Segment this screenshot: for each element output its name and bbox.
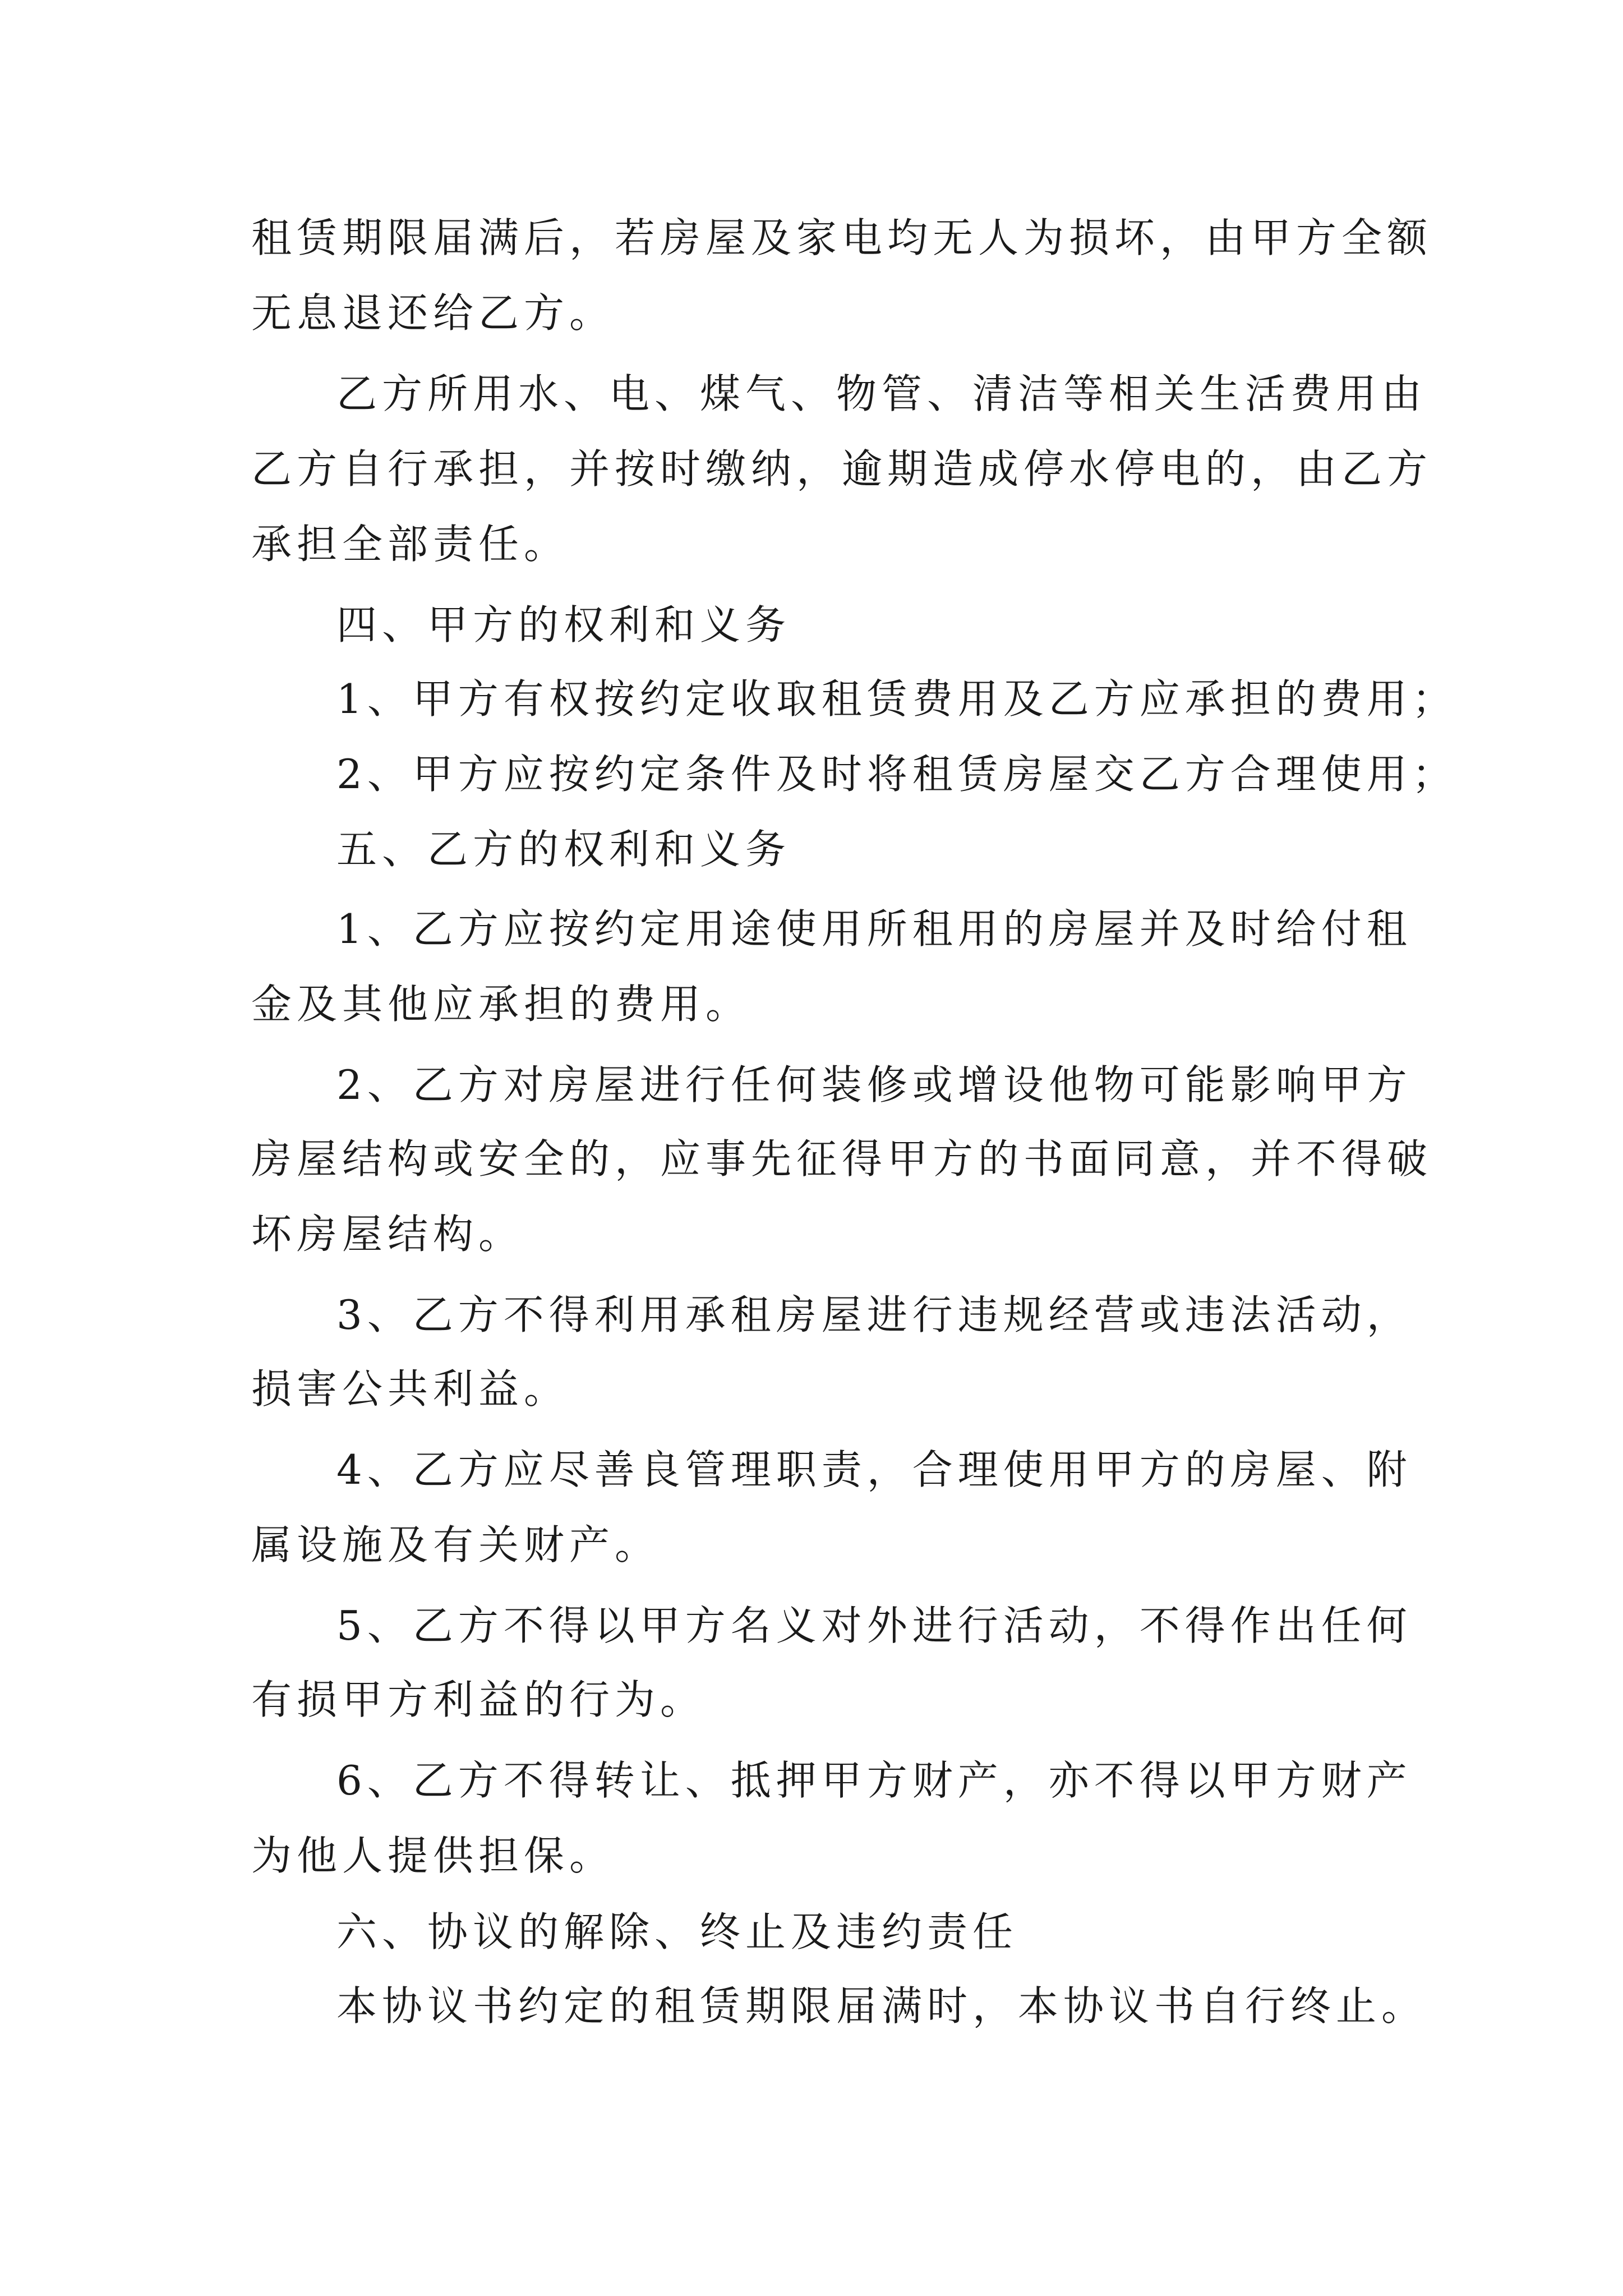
text-line: 房屋结构或安全的，应事先征得甲方的书面同意，并不得破 xyxy=(251,1135,1433,1182)
text-line: 无息退还给乙方。 xyxy=(251,289,615,337)
text-line: 坏房屋结构。 xyxy=(251,1211,524,1258)
text-line: 损害公共利益。 xyxy=(251,1365,570,1412)
section-heading: 六、协议的解除、终止及违约责任 xyxy=(336,1908,1018,1955)
text-line: 有损甲方利益的行为。 xyxy=(251,1676,706,1723)
text-line: 租赁期限届满后，若房屋及家电均无人为损坏，由甲方全额 xyxy=(251,214,1433,261)
text-line: 为他人提供担保。 xyxy=(251,1832,615,1879)
text-line: 6、乙方不得转让、抵押甲方财产，亦不得以甲方财产 xyxy=(336,1757,1412,1804)
text-line: 乙方自行承担，并按时缴纳，逾期造成停水停电的，由乙方 xyxy=(251,445,1433,493)
text-line: 5、乙方不得以甲方名义对外进行活动，不得作出任何 xyxy=(336,1602,1412,1649)
text-line: 2、甲方应按约定条件及时将租赁房屋交乙方合理使用； xyxy=(336,751,1458,798)
text-line: 金及其他应承担的费用。 xyxy=(251,981,751,1028)
text-line: 承担全部责任。 xyxy=(251,521,570,568)
text-line: 2、乙方对房屋进行任何装修或增设他物可能影响甲方 xyxy=(336,1061,1412,1108)
text-line: 1、甲方有权按约定收取租赁费用及乙方应承担的费用； xyxy=(336,675,1458,723)
text-line: 3、乙方不得利用承租房屋进行违规经营或违法活动， xyxy=(336,1291,1412,1338)
text-line: 属设施及有关财产。 xyxy=(251,1521,661,1568)
text-line: 本协议书约定的租赁期限届满时，本协议书自行终止。 xyxy=(336,1982,1427,2030)
section-heading: 五、乙方的权利和义务 xyxy=(336,826,791,873)
text-line: 1、乙方应按约定用途使用所租用的房屋并及时给付租 xyxy=(336,905,1412,953)
text-line: 乙方所用水、电、煤气、物管、清洁等相关生活费用由 xyxy=(336,370,1427,417)
section-heading: 四、甲方的权利和义务 xyxy=(336,601,791,648)
text-line: 4、乙方应尽善良管理职责，合理使用甲方的房屋、附 xyxy=(336,1446,1412,1493)
